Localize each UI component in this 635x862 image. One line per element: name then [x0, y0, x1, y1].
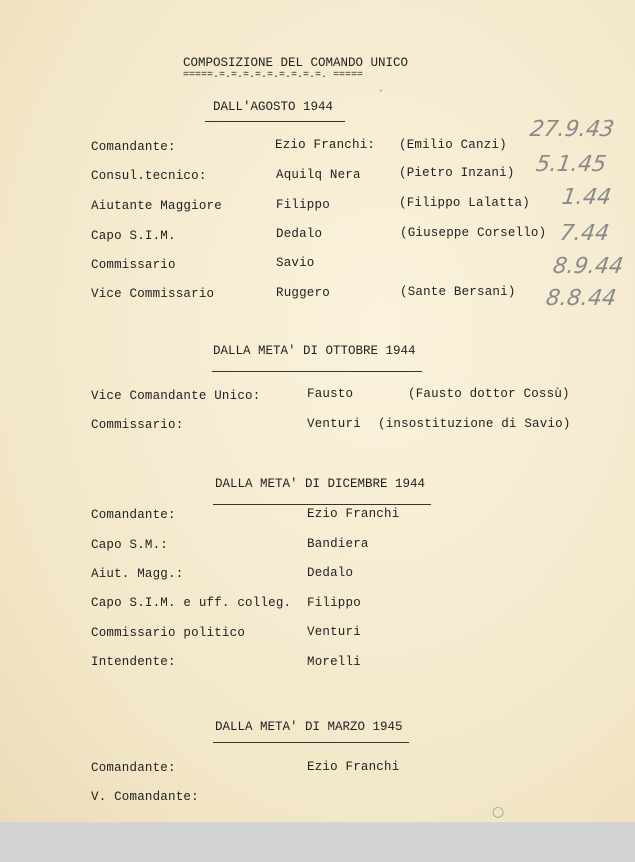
name: Morelli: [307, 655, 361, 669]
name: Bandiera: [307, 537, 369, 551]
role: Intendente:: [91, 655, 176, 669]
real-name: (insostituzione di Savio): [378, 417, 571, 431]
name: Filippo: [276, 198, 330, 212]
section-heading-ottobre-1944: DALLA META' DI OTTOBRE 1944: [213, 344, 416, 358]
role: V. Comandante:: [91, 790, 199, 804]
name: Fausto: [307, 387, 354, 401]
handwritten-date: 7.44: [558, 221, 611, 246]
name: Savio: [276, 256, 315, 270]
section-rule: [213, 742, 409, 743]
role: Comandante:: [91, 761, 176, 775]
name: Venturi: [307, 625, 361, 639]
name: Ezio Franchi: [307, 760, 400, 774]
role: Commissario politico: [91, 626, 246, 640]
name: Ruggero: [276, 286, 330, 300]
real-name: (Sante Bersani): [400, 285, 516, 299]
section-rule: [213, 504, 431, 505]
scan-background: [0, 822, 635, 862]
real-name: (Pietro Inzani): [399, 166, 515, 180]
role: Capo S.I.M.: [91, 229, 176, 243]
role: Comandante:: [91, 508, 176, 522]
real-name: (Emilio Canzi): [399, 138, 507, 152]
role: Comandante:: [91, 140, 176, 154]
document-title: COMPOSIZIONE DEL COMANDO UNICO: [183, 56, 409, 70]
handwritten-date: 27.9.43: [528, 117, 616, 142]
section-rule: [205, 121, 345, 122]
handwritten-date: 8.9.44: [551, 254, 625, 279]
role: Consul.tecnico:: [91, 169, 207, 183]
role: Commissario: [91, 258, 176, 272]
section-heading-marzo-1945: DALLA META' DI MARZO 1945: [215, 720, 403, 734]
section-rule: [212, 371, 422, 372]
name: Ezio Franchi:: [275, 138, 376, 152]
name: Aquilq Nera: [276, 168, 361, 182]
real-name: (Filippo Lalatta): [399, 196, 530, 210]
real-name: (Fausto dottor Cossù): [408, 387, 570, 401]
handwritten-date: 1.44: [560, 185, 613, 210]
role: Aiut. Magg.:: [91, 567, 184, 581]
handwritten-date: 8.8.44: [544, 286, 618, 311]
ink-mark: ˇ: [378, 88, 384, 101]
real-name: (Giuseppe Corsello): [400, 226, 547, 240]
name: Ezio Franchi: [307, 507, 400, 521]
name: Filippo: [307, 596, 361, 610]
title-underline: =====.=.=.=.=.=.=.=.=.=. =====: [183, 70, 364, 81]
name: Dedalo: [276, 227, 323, 241]
role: Capo S.M.:: [91, 538, 169, 552]
role: Capo S.I.M. e uff. colleg.: [91, 596, 292, 610]
role: Vice Comandante Unico:: [91, 389, 261, 403]
role: Aiutante Maggiore: [91, 199, 222, 213]
role: Vice Commissario: [91, 287, 215, 301]
role: Commissario:: [91, 418, 184, 432]
handwritten-date: 5.1.45: [534, 152, 608, 177]
ink-mark: ○: [492, 804, 505, 820]
name: Dedalo: [307, 566, 354, 580]
section-heading-agosto-1944: DALL'AGOSTO 1944: [213, 100, 334, 114]
name: Venturi: [307, 417, 361, 431]
section-heading-dicembre-1944: DALLA META' DI DICEMBRE 1944: [215, 477, 426, 491]
